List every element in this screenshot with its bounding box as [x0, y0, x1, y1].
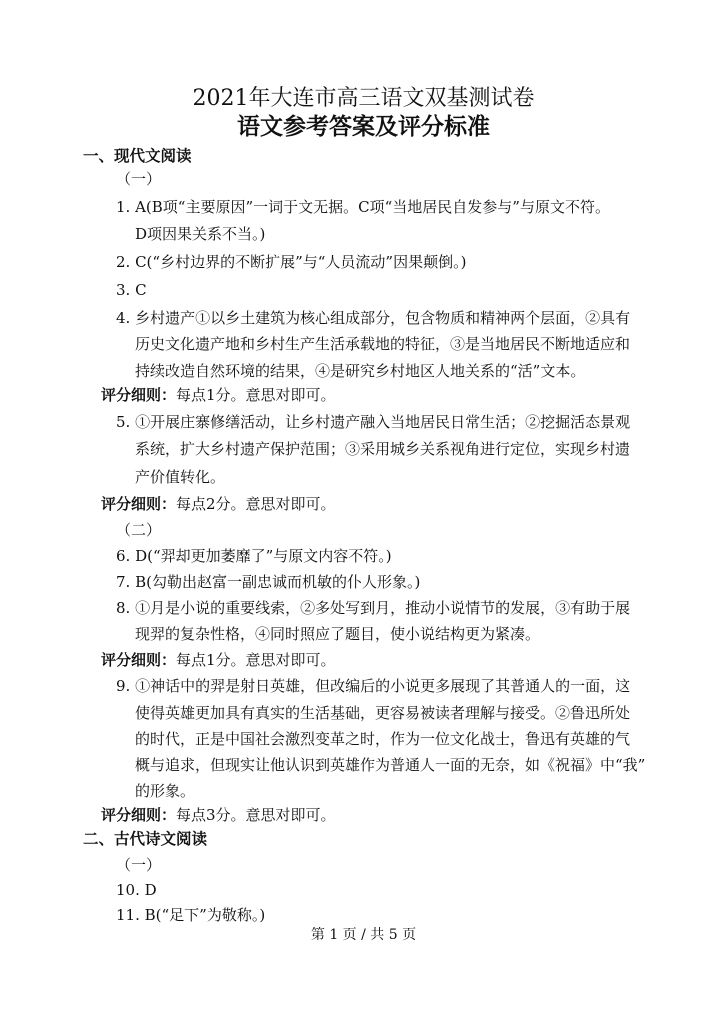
answer-line: 产价值转化。 [135, 468, 226, 486]
answer-line: 使得英雄更加具有真实的生活基础，更容易被读者理解与接受。②鲁迅所处 [135, 704, 631, 722]
page-number: 第 1 页 / 共 5 页 [310, 927, 417, 943]
answer-line: 11. B(“足下”为敬称。) [116, 906, 266, 924]
answer-line: 1. A(B项“主要原因”一词于文无据。C项“当地居民自发参与”与原文不符。 [116, 198, 610, 216]
scoring-rule [101, 805, 336, 825]
answer-line: 6. D(“羿却更加萎靡了”与原文内容不符。) [116, 547, 392, 565]
scoring-rule-label: 评分细则： [101, 806, 177, 824]
answer-line: 概与追求，但现实让他认识到英雄作为普通人一面的无奈，如《祝福》中“我” [135, 756, 646, 774]
scoring-rule-label: 评分细则： [101, 495, 177, 513]
answer-line: 现羿的复杂性格，④同时照应了题目，使小说结构更为紧凑。 [135, 625, 541, 643]
answer-line: D项因果关系不当。) [135, 225, 266, 243]
answer-line: 3. C [116, 281, 147, 299]
section-heading-classical-reading: 二、古代诗文阅读 [83, 829, 208, 848]
scoring-rule-text: 每点2分。意思对即可。 [176, 495, 336, 513]
subsection-label: （一） [116, 856, 162, 874]
answer-line: 的时代，正是中国社会激烈变革之时，作为一位文化战士，鲁迅有英雄的气 [135, 730, 631, 748]
scoring-rule [101, 494, 336, 514]
answer-line: 系统，扩大乡村遗产保护范围；③采用城乡关系视角进行定位，实现乡村遗 [135, 440, 631, 458]
subsection-label: （二） [116, 521, 162, 539]
answer-line: 4. 乡村遗产①以乡土建筑为核心组成部分，包含物质和精神两个层面，②具有 [116, 309, 631, 327]
scoring-rule-label: 评分细则： [101, 386, 177, 404]
document-title: 2021年大连市高三语文双基测试卷 [192, 86, 535, 111]
scoring-rule-text: 每点1分。意思对即可。 [176, 651, 336, 669]
document-subtitle: 语文参考答案及评分标准 [237, 113, 490, 140]
answer-line: 10. D [116, 881, 157, 899]
answer-line: 的形象。 [135, 782, 196, 800]
answer-line: 2. C(“乡村边界的不断扩展”与“人员流动”因果颠倒。) [116, 253, 467, 271]
subsection-label: （一） [116, 170, 162, 188]
answer-line: 历史文化遗产地和乡村生产生活承载地的特征，③是当地居民不断地适应和 [135, 335, 631, 353]
answer-line: 9. ①神话中的羿是射日英雄，但改编后的小说更多展现了其普通人的一面，这 [116, 677, 631, 695]
scoring-rule [101, 650, 336, 670]
scoring-rule [101, 385, 336, 405]
answer-line: 8. ①月是小说的重要线索，②多处写到月，推动小说情节的发展，③有助于展 [116, 599, 631, 617]
section-heading-modern-reading: 一、现代文阅读 [83, 146, 192, 165]
answer-line: 持续改造自然环境的结果，④是研究乡村地区人地关系的“活”文本。 [135, 362, 586, 380]
answer-line: 7. B(勾勒出赵富一副忠诚而机敏的仆人形象。) [116, 573, 421, 591]
scoring-rule-label: 评分细则： [101, 651, 177, 669]
answer-line: 5. ①开展庄寨修缮活动，让乡村遗产融入当地居民日常生活；②挖掘活态景观 [116, 413, 631, 431]
scoring-rule-text: 每点3分。意思对即可。 [176, 806, 336, 824]
scoring-rule-text: 每点1分。意思对即可。 [176, 386, 336, 404]
